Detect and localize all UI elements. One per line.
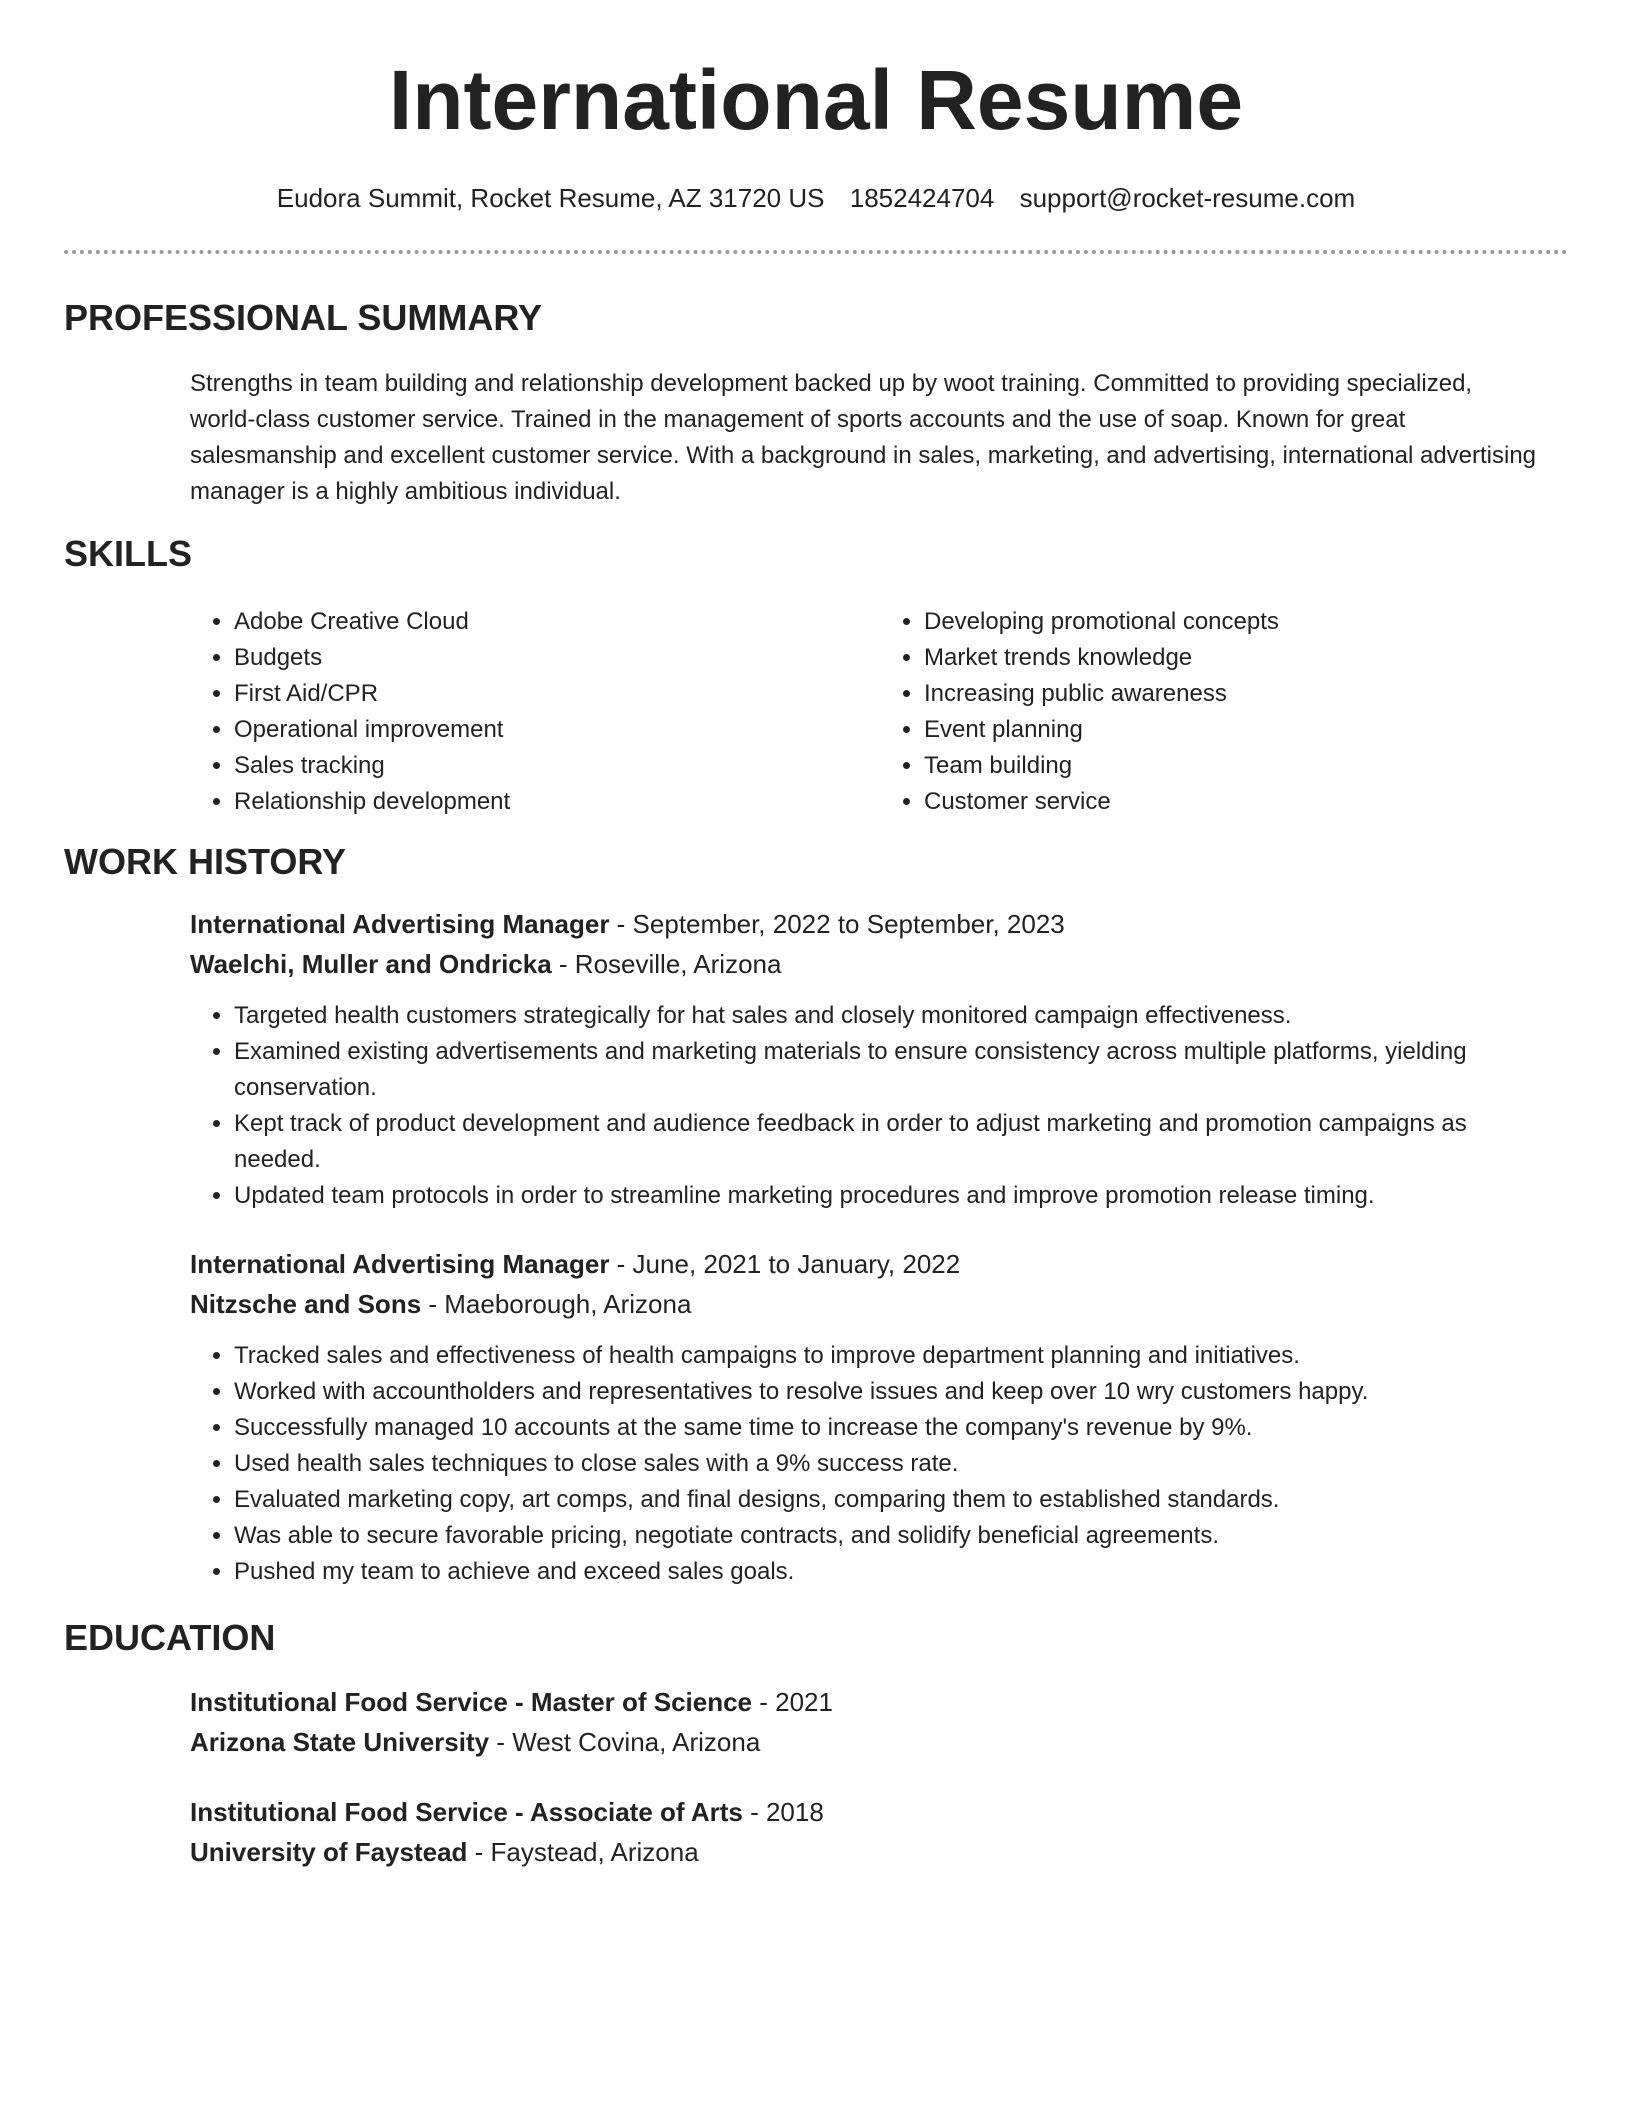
skill-item: • Relationship development — [234, 784, 880, 820]
job-dates: - September, 2022 to September, 2023 — [609, 909, 1065, 939]
job-company: Waelchi, Muller and Ondricka — [190, 949, 552, 979]
skill-item: • Market trends knowledge — [924, 640, 1570, 676]
skill-item: • Sales tracking — [234, 748, 880, 784]
school: Arizona State University — [190, 1727, 490, 1757]
skill-item: • First Aid/CPR — [234, 676, 880, 712]
degree: Institutional Food Service - Master of Science — [190, 1687, 753, 1717]
summary-text: Strengths in team building and relationship development backed up by woot training. Committed to providing specialized, world-class customer service. Trained in the management of sports accounts and the use of soap. Known for great salesmanship and excellent customer service. With a background in sales, marketing, and advertising, international advertising manager is a highly ambitious individual. — [190, 370, 1537, 505]
contact-email: support@rocket-resume.com — [1019, 183, 1356, 213]
skill-item: • Event planning — [924, 712, 1570, 748]
contact-address: Eudora Summit, Rocket Resume, AZ 31720 US — [276, 183, 825, 213]
job-bullet: • Successfully managed 10 accounts at the same time to increase the company's revenue by 9%. — [234, 1410, 1560, 1446]
job-company-line — [190, 944, 1570, 984]
degree-line — [190, 1682, 1570, 1722]
job-company-line — [190, 1284, 1570, 1324]
school: University of Faystead — [190, 1837, 468, 1867]
degree-year: - 2021 — [752, 1687, 833, 1717]
work-history-heading: WORK HISTORY — [64, 841, 347, 882]
skill-item: • Operational improvement — [234, 712, 880, 748]
job-location: - Maeborough, Arizona — [421, 1289, 692, 1319]
job-bullet: • Tracked sales and effectiveness of health campaigns to improve department planning and initiatives. — [234, 1338, 1560, 1374]
job-bullet: • Worked with accountholders and representatives to resolve issues and keep over 10 wry customers happy. — [234, 1374, 1560, 1410]
job-bullet: • Kept track of product development and audience feedback in order to adjust marketing and promotion campaigns as needed. — [234, 1106, 1560, 1178]
job-bullet: • Examined existing advertisements and marketing materials to ensure consistency across multiple platforms, yielding conservation. — [234, 1034, 1560, 1106]
job-bullet: • Evaluated marketing copy, art comps, and final designs, comparing them to established standards. — [234, 1482, 1560, 1518]
school-location: - West Covina, Arizona — [489, 1727, 761, 1757]
school-line — [190, 1722, 1570, 1762]
job-dates: - June, 2021 to January, 2022 — [609, 1249, 961, 1279]
job-company: Nitzsche and Sons — [190, 1289, 422, 1319]
job-bullet: • Updated team protocols in order to streamline marketing procedures and improve promotion release timing. — [234, 1178, 1560, 1214]
skill-item: • Adobe Creative Cloud — [234, 604, 880, 640]
degree: Institutional Food Service - Associate of Arts — [190, 1797, 743, 1827]
contact-phone: 1852424704 — [849, 183, 995, 213]
job-title-line — [190, 1244, 1570, 1284]
skill-item: • Increasing public awareness — [924, 676, 1570, 712]
skill-item: • Team building — [924, 748, 1570, 784]
degree-year: - 2018 — [742, 1797, 824, 1827]
job-bullet: • Was able to secure favorable pricing, negotiate contracts, and solidify beneficial agreements. — [234, 1518, 1560, 1554]
job-bullet: • Pushed my team to achieve and exceed sales goals. — [234, 1554, 1560, 1590]
job-bullets — [190, 1338, 1570, 1590]
summary-heading: PROFESSIONAL SUMMARY — [64, 297, 543, 338]
degree-line — [190, 1792, 1570, 1832]
skill-item: • Customer service — [924, 784, 1570, 820]
contact-line — [0, 180, 1632, 216]
school-location: - Faystead, Arizona — [467, 1837, 699, 1867]
resume-title: International Resume — [388, 53, 1244, 147]
education-entry — [190, 1682, 1570, 1762]
skills-heading: SKILLS — [64, 533, 193, 574]
job-title: International Advertising Manager — [190, 1249, 610, 1279]
skills-column-right — [880, 604, 1570, 820]
job-bullet: • Used health sales techniques to close sales with a 9% success rate. — [234, 1446, 1560, 1482]
skill-item: • Developing promotional concepts — [924, 604, 1570, 640]
job-entry — [190, 904, 1570, 1214]
job-location: - Roseville, Arizona — [551, 949, 782, 979]
job-bullet: • Targeted health customers strategically for hat sales and closely monitored campaign effectiveness. — [234, 998, 1560, 1034]
job-entry — [190, 1244, 1570, 1590]
skill-item: • Budgets — [234, 640, 880, 676]
job-title-line — [190, 904, 1570, 944]
education-heading: EDUCATION — [64, 1617, 276, 1658]
school-line — [190, 1832, 1570, 1872]
job-bullets — [190, 998, 1570, 1214]
skills-column-left — [190, 604, 880, 820]
education-entry — [190, 1792, 1570, 1872]
skills-list — [190, 604, 1570, 820]
header-divider — [64, 250, 1568, 254]
job-title: International Advertising Manager — [190, 909, 610, 939]
